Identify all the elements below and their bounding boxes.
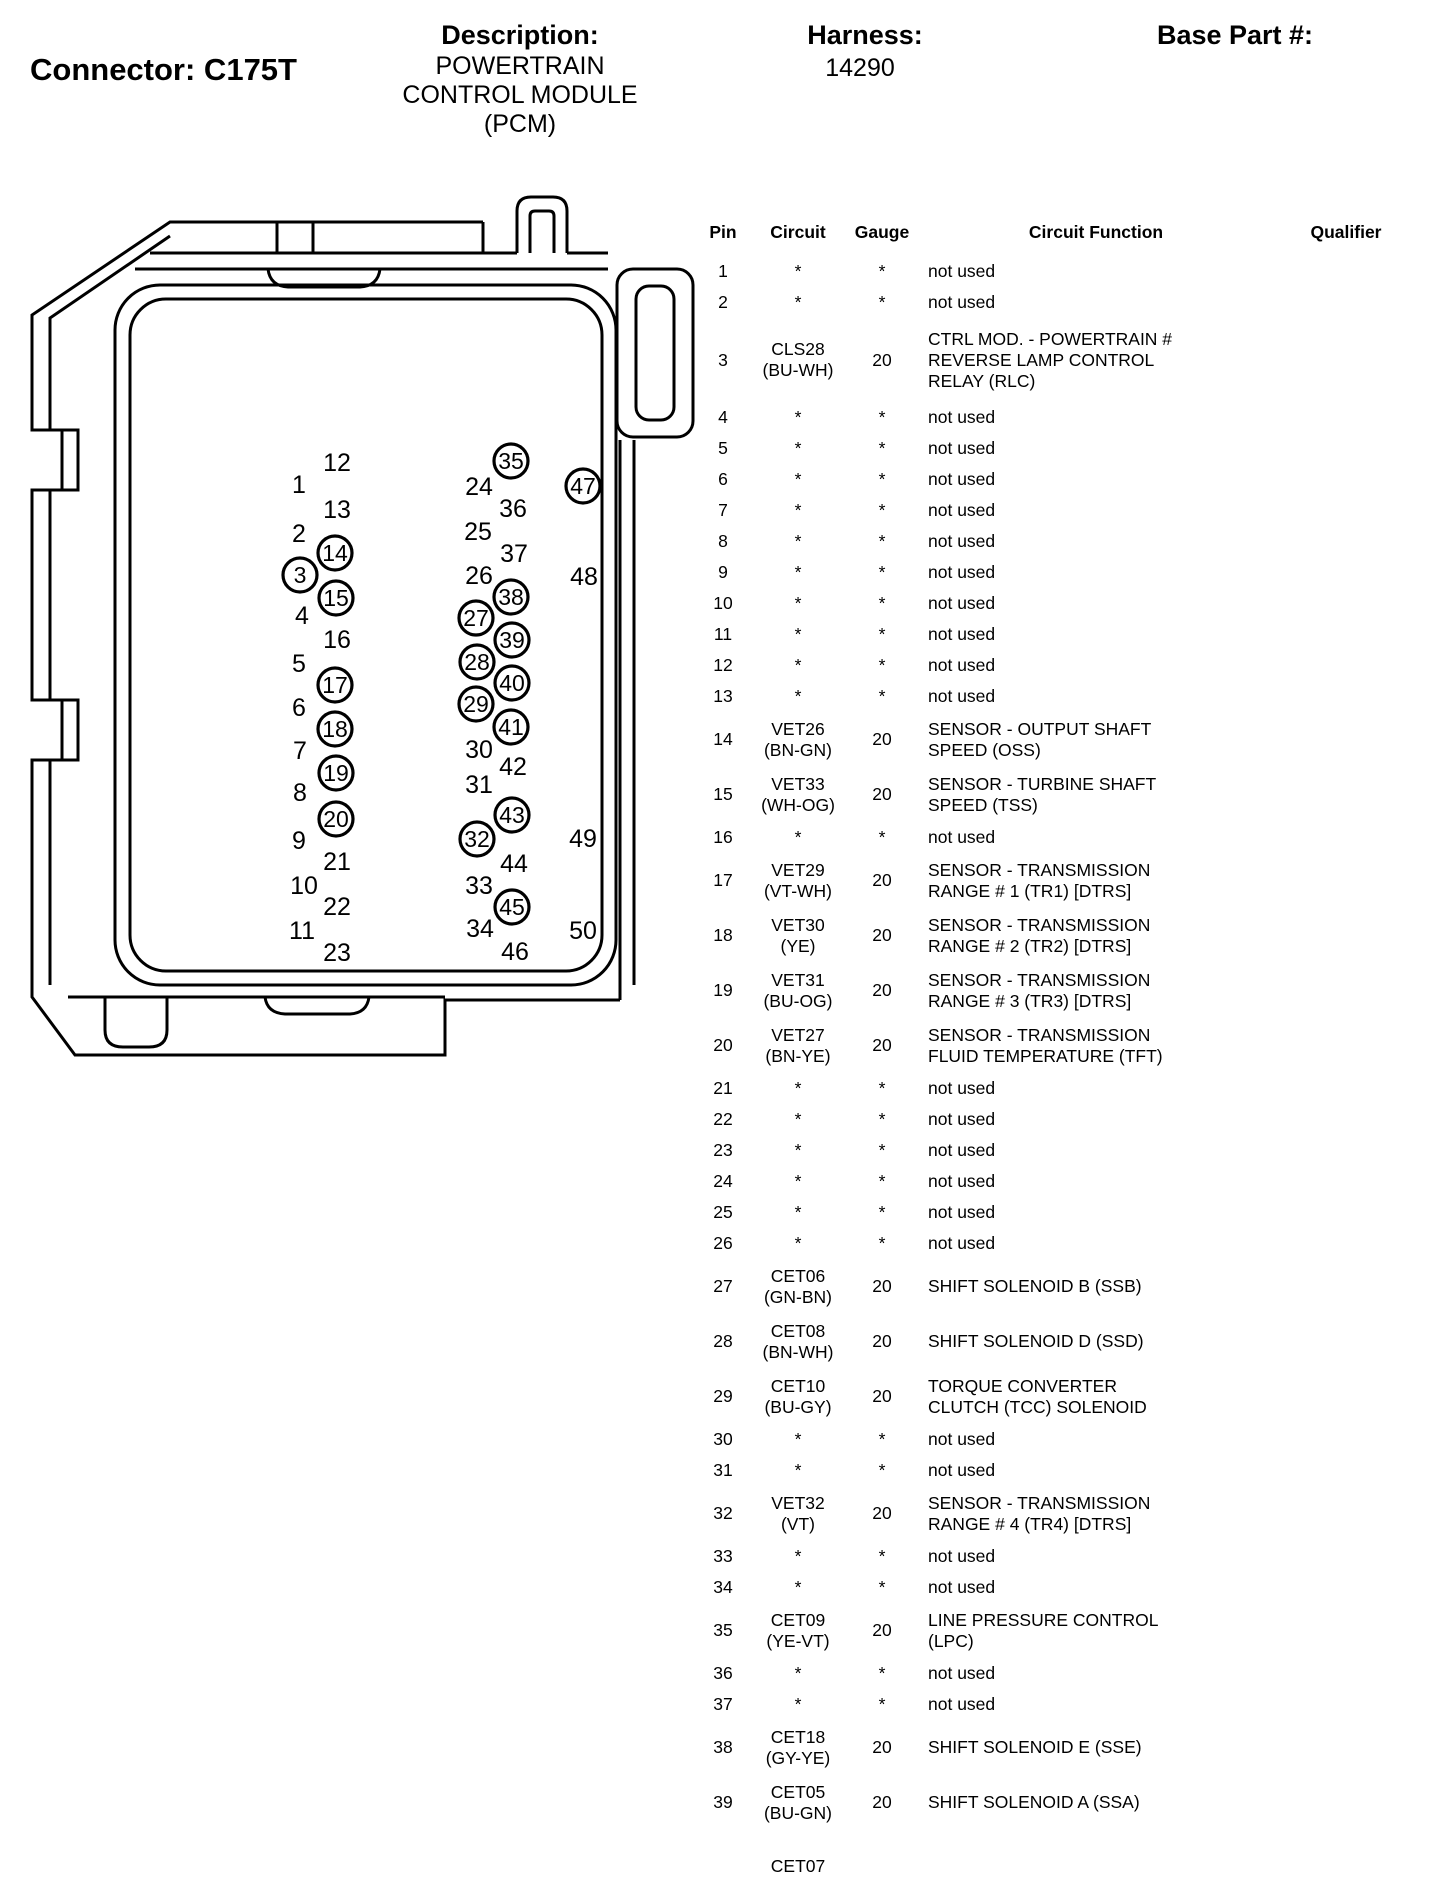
circuit-cell: * [794, 407, 802, 427]
pin-number: 22 [323, 893, 351, 921]
gauge-cell: * [878, 292, 886, 312]
circuit-function-cell: SHIFT SOLENOID D (SSD) [928, 1331, 1144, 1351]
circuit-cell: VET33 (WH-OG) [761, 773, 835, 815]
pin-number: 15 [323, 585, 349, 611]
table-row [688, 1658, 1440, 1689]
pin-number: 26 [465, 562, 493, 590]
table-row [688, 767, 1440, 822]
circuit-function-cell: not used [928, 827, 996, 847]
pin-number: 29 [463, 691, 489, 717]
circuit-cell: * [794, 531, 802, 551]
circuit-function-cell: SENSOR - TRANSMISSION FLUID TEMPERATURE (TFT) [928, 1024, 1163, 1066]
circuit-cell: * [794, 438, 802, 458]
circuit-function-cell: not used [928, 500, 996, 520]
circuit-cell: * [794, 1460, 802, 1480]
circuit-cell: * [794, 1109, 802, 1129]
gauge-cell: * [878, 562, 886, 582]
gauge-cell: * [878, 1663, 886, 1683]
gauge-cell: 20 [872, 870, 892, 890]
circuit-function-cell: SENSOR - TRANSMISSION RANGE # 3 (TR3) [DTRS] [928, 969, 1151, 1011]
gauge-cell: 20 [872, 1331, 892, 1351]
table-row [688, 1455, 1440, 1486]
circuit-cell: * [794, 1663, 802, 1683]
circuit-cell: * [794, 1171, 802, 1191]
pin-number: 44 [500, 850, 528, 878]
pin-number: 11 [289, 917, 315, 945]
gauge-cell: * [878, 1694, 886, 1714]
pin-cell: 31 [713, 1460, 733, 1480]
pin-cell: 9 [718, 562, 728, 582]
circuit-function-cell: not used [928, 438, 996, 458]
circuit-function-cell: TORQUE CONVERTER CLUTCH (TCC) SOLENOID [928, 1375, 1147, 1417]
pin-number: 49 [569, 825, 597, 853]
pin-cell: 25 [713, 1202, 733, 1222]
gauge-cell: * [878, 655, 886, 675]
pin-cell: 32 [713, 1503, 733, 1523]
circuit-cell: * [794, 593, 802, 613]
circuit-function-cell: not used [928, 1233, 996, 1253]
circuit-cell: VET30 (YE) [771, 914, 825, 956]
qualifier-cell [1266, 1830, 1426, 1856]
gauge-cell: * [878, 469, 886, 489]
pin-cavity-inner [130, 299, 602, 971]
circuit-cell: * [794, 261, 802, 281]
gauge-cell: * [878, 1460, 886, 1480]
circuit-cell: * [794, 1577, 802, 1597]
pin-number: 25 [464, 518, 492, 546]
table-row [688, 619, 1440, 650]
gauge-cell: * [878, 1577, 886, 1597]
table-row [688, 1572, 1440, 1603]
pin-cell: 34 [713, 1577, 733, 1597]
circuit-function-cell: not used [928, 1694, 996, 1714]
table-rows [688, 256, 1440, 1885]
pin-number: 14 [322, 540, 348, 566]
pin-cell: 15 [713, 784, 733, 804]
table-row [688, 1073, 1440, 1104]
gauge-cell: * [878, 827, 886, 847]
pin-cell: 23 [713, 1140, 733, 1160]
table-row [688, 853, 1440, 908]
circuit-function-cell: not used [928, 469, 996, 489]
circuit-cell: VET29 (VT-WH) [763, 859, 833, 901]
table-row [688, 287, 1440, 318]
pin-number: 12 [323, 449, 351, 477]
table-row [688, 1259, 1440, 1314]
table-row [688, 1369, 1440, 1424]
circuit-cell: * [794, 1202, 802, 1222]
description-line-3: (PCM) [483, 110, 557, 138]
pin-cell: 33 [713, 1546, 733, 1566]
gauge-cell: 20 [872, 1737, 892, 1757]
pin-number: 45 [499, 894, 525, 920]
table-row [688, 908, 1440, 963]
pin-cell: 8 [718, 531, 728, 551]
connector-bottom-tab [105, 997, 167, 1047]
table-row [688, 1486, 1440, 1541]
circuit-function-cell: SENSOR - TRANSMISSION RANGE # 4 (TR4) [DTRS] [928, 1492, 1151, 1534]
circuit-cell: VET32 (VT) [771, 1492, 825, 1534]
pin-cell: 13 [713, 686, 733, 706]
gauge-cell: 20 [872, 1792, 892, 1812]
column-header-gauge: Gauge [854, 222, 910, 242]
circuit-function-cell: not used [928, 686, 996, 706]
pin-number: 6 [292, 694, 306, 722]
connector-top-tab [517, 197, 567, 253]
pin-cell: 39 [713, 1792, 733, 1812]
circuit-function-cell: not used [928, 1663, 996, 1683]
table-row [688, 1720, 1440, 1775]
gauge-cell: 20 [872, 1503, 892, 1523]
table-header-row [688, 222, 1440, 256]
circuit-function-cell: not used [928, 407, 996, 427]
pin-number: 9 [292, 827, 306, 855]
circuit-function-cell: SENSOR - TURBINE SHAFT SPEED (TSS) [928, 773, 1157, 815]
table-row [688, 650, 1440, 681]
gauge-cell: * [878, 1171, 886, 1191]
table-row [688, 433, 1440, 464]
table-row [688, 402, 1440, 433]
circuit-function-cell: not used [928, 1202, 996, 1222]
circuit-function-cell: SHIFT SOLENOID A (SSA) [928, 1792, 1140, 1812]
circuit-function-cell: SENSOR - OUTPUT SHAFT SPEED (OSS) [928, 718, 1152, 760]
pin-number: 16 [323, 626, 351, 654]
circuit-cell: CET10 (BU-GY) [764, 1375, 832, 1417]
circuit-function-cell: not used [928, 1109, 996, 1129]
circuit-cell: * [794, 1429, 802, 1449]
gauge-cell: * [878, 438, 886, 458]
pin-cell: 29 [713, 1386, 733, 1406]
gauge-cell: 20 [872, 980, 892, 1000]
circuit-function-cell: not used [928, 1171, 996, 1191]
gauge-cell: 20 [872, 1035, 892, 1055]
pin-cell: 2 [718, 292, 728, 312]
circuit-cell: * [794, 655, 802, 675]
pin-cell: 28 [713, 1331, 733, 1351]
table-row [688, 1228, 1440, 1259]
description-line-2: CONTROL MODULE [402, 81, 638, 109]
gauge-cell: 20 [872, 1276, 892, 1296]
pin-cell: 3 [718, 349, 728, 370]
circuit-cell: * [794, 562, 802, 582]
table-row-partial [688, 1830, 1440, 1885]
pin-number: 43 [499, 802, 525, 828]
circuit-function-cell: not used [928, 1140, 996, 1160]
gauge-cell: 20 [872, 925, 892, 945]
gauge-cell: * [878, 1202, 886, 1222]
column-header-circuit: Circuit [770, 222, 826, 242]
pin-cell: 7 [718, 500, 728, 520]
circuit-function-cell: not used [928, 1460, 996, 1480]
pin-cell: 18 [713, 925, 733, 945]
gauge-cell: * [878, 624, 886, 644]
gauge-cell: * [878, 593, 886, 613]
gauge-cell: 20 [872, 729, 892, 749]
description-label: Description: [441, 20, 599, 50]
pin-number: 23 [323, 939, 351, 967]
pin-cell: 12 [713, 655, 733, 675]
pin-number: 46 [501, 938, 529, 966]
harness-label: Harness: [807, 20, 923, 50]
description-line-1: POWERTRAIN [435, 52, 605, 80]
circuit-cell: CET06 (GN-BN) [763, 1265, 833, 1307]
circuit-cell: * [794, 827, 802, 847]
pin-number: 47 [570, 473, 596, 499]
circuit-function-cell: SENSOR - TRANSMISSION RANGE # 1 (TR1) [DTRS] [928, 859, 1151, 901]
gauge-cell: * [878, 1546, 886, 1566]
circuit-function-cell: not used [928, 1078, 996, 1098]
pin-number: 40 [499, 670, 525, 696]
gauge-cell: * [878, 1109, 886, 1129]
pin-number: 34 [466, 915, 494, 943]
circuit-cell: VET27 (BN-YE) [765, 1024, 831, 1066]
gauge-cell: 20 [872, 1386, 892, 1406]
pin-number: 41 [498, 714, 524, 740]
circuit-cell: CET18 (GY-YE) [765, 1726, 831, 1768]
pin-number: 4 [295, 602, 309, 630]
pin-cell: 26 [713, 1233, 733, 1253]
table-row [688, 464, 1440, 495]
pin-number: 7 [293, 737, 307, 765]
circuit-cell: VET26 (BN-GN) [763, 718, 833, 760]
table-row [688, 588, 1440, 619]
pin-number: 31 [465, 771, 493, 799]
pin-cell: 19 [713, 980, 733, 1000]
table-row [688, 318, 1440, 402]
pin-table [688, 222, 1440, 1885]
circuit-function-cell: not used [928, 624, 996, 644]
circuit-cell: CET08 (BN-WH) [762, 1320, 834, 1362]
pin-number: 38 [498, 584, 524, 610]
pin-number: 20 [323, 806, 349, 832]
pin-cell: 6 [718, 469, 728, 489]
circuit-function-cell: not used [928, 593, 996, 613]
pin-number: 30 [465, 736, 493, 764]
circuit-cell: * [794, 469, 802, 489]
pin-cell: 1 [718, 261, 728, 281]
pin-cell: 21 [713, 1078, 733, 1098]
pin-cavity-outer [115, 285, 616, 985]
pin-number: 36 [499, 495, 527, 523]
pin-number: 5 [292, 650, 306, 678]
pin-cell: 35 [713, 1620, 733, 1640]
pin-cell: 24 [713, 1171, 733, 1191]
column-header-pin: Pin [709, 222, 737, 242]
pin-cell [688, 1830, 758, 1856]
circuit-cell: * [794, 624, 802, 644]
pin-cell: 14 [713, 729, 733, 749]
circuit-function-cell: SENSOR - TRANSMISSION RANGE # 2 (TR2) [DTRS] [928, 914, 1151, 956]
circuit-function-cell: not used [928, 261, 996, 281]
pin-number: 19 [323, 760, 349, 786]
pin-number: 17 [322, 672, 348, 698]
table-row [688, 1197, 1440, 1228]
connector-bottom-bump [265, 997, 369, 1014]
table-row [688, 526, 1440, 557]
pin-cell: 22 [713, 1109, 733, 1129]
pin-number: 28 [464, 649, 490, 675]
table-row [688, 963, 1440, 1018]
circuit-function-cell: SHIFT SOLENOID E (SSE) [928, 1737, 1142, 1757]
pin-cell: 11 [713, 624, 733, 644]
harness-value: 14290 [825, 54, 895, 82]
pin-layer [283, 444, 600, 967]
pin-number: 2 [292, 520, 306, 548]
column-header-qualifier: Qualifier [1310, 222, 1382, 242]
pin-number: 27 [463, 605, 489, 631]
circuit-function-cell: not used [928, 562, 996, 582]
circuit-function-cell [926, 1830, 1266, 1856]
connector-right-wall [620, 440, 634, 1000]
circuit-cell: * [794, 1140, 802, 1160]
circuit-cell: CET07 [770, 1856, 826, 1876]
pin-cell: 37 [713, 1694, 733, 1714]
pin-number: 42 [499, 753, 527, 781]
pin-number: 18 [322, 716, 348, 742]
pin-number: 24 [465, 473, 493, 501]
pin-cell: 36 [713, 1663, 733, 1683]
pin-cell: 5 [718, 438, 728, 458]
gauge-cell: * [878, 1429, 886, 1449]
table-row [688, 557, 1440, 588]
pin-cell: 27 [713, 1276, 733, 1296]
description-value [360, 52, 680, 139]
table-row [688, 1603, 1440, 1658]
circuit-cell: CET05 (BU-GN) [763, 1781, 833, 1823]
pin-number: 35 [498, 448, 524, 474]
pin-number: 21 [323, 848, 351, 876]
circuit-cell: * [794, 292, 802, 312]
gauge-cell: * [878, 407, 886, 427]
circuit-function-cell: not used [928, 531, 996, 551]
circuit-cell: VET31 (BU-OG) [763, 969, 833, 1011]
gauge-cell: * [878, 261, 886, 281]
gauge-cell: 20 [872, 1620, 892, 1640]
gauge-cell: * [878, 531, 886, 551]
gauge-cell [838, 1830, 926, 1856]
circuit-cell: * [794, 686, 802, 706]
pin-cell: 20 [713, 1035, 733, 1055]
base-part-label: Base Part #: [1156, 20, 1314, 50]
table-row [688, 495, 1440, 526]
pin-number: 10 [290, 872, 318, 900]
circuit-cell: * [794, 1078, 802, 1098]
table-row [688, 1424, 1440, 1455]
circuit-cell: CET09 (YE-VT) [766, 1609, 830, 1651]
connector-top-tab-slot [530, 211, 554, 253]
gauge-cell: 20 [872, 349, 892, 370]
pin-number: 1 [292, 471, 306, 499]
connector-diagram [20, 185, 720, 1085]
circuit-function-cell: not used [928, 1546, 996, 1566]
circuit-function-cell: CTRL MOD. - POWERTRAIN # REVERSE LAMP CONTROL RELAY (RLC) [928, 328, 1173, 391]
pin-number: 8 [293, 779, 307, 807]
table-row [688, 256, 1440, 287]
connector-right-tab [617, 269, 693, 437]
gauge-cell: * [878, 1078, 886, 1098]
pin-number: 32 [464, 826, 490, 852]
gauge-cell: * [878, 686, 886, 706]
pin-number: 37 [500, 540, 528, 568]
column-header-circuit-function: Circuit Function [1028, 222, 1164, 242]
table-row [688, 1018, 1440, 1073]
circuit-function-cell: not used [928, 1577, 996, 1597]
pin-cell: 16 [713, 827, 733, 847]
gauge-cell: * [878, 1140, 886, 1160]
circuit-cell: * [794, 1546, 802, 1566]
pin-number: 3 [293, 562, 307, 588]
circuit-function-cell: SHIFT SOLENOID B (SSB) [928, 1276, 1142, 1296]
pin-cell: 17 [713, 870, 733, 890]
table-row [688, 1104, 1440, 1135]
gauge-cell: * [878, 500, 886, 520]
pin-number: 48 [570, 563, 598, 591]
pin-cell: 38 [713, 1737, 733, 1757]
circuit-function-cell: not used [928, 655, 996, 675]
table-row [688, 1166, 1440, 1197]
table-row [688, 822, 1440, 853]
table-row [688, 1689, 1440, 1720]
circuit-function-cell: LINE PRESSURE CONTROL (LPC) [928, 1609, 1159, 1651]
connector-inner-wall [50, 236, 170, 985]
pin-number: 13 [323, 496, 351, 524]
table-row [688, 681, 1440, 712]
pin-cell: 30 [713, 1429, 733, 1449]
table-row [688, 1314, 1440, 1369]
table-row [688, 712, 1440, 767]
table-row [688, 1541, 1440, 1572]
gauge-cell: * [878, 1233, 886, 1253]
circuit-cell: CLS28 (BU-WH) [762, 339, 834, 380]
connector-top-ticks [277, 222, 313, 253]
pin-number: 39 [499, 627, 525, 653]
pin-number: 33 [465, 872, 493, 900]
pin-cell: 10 [713, 593, 733, 613]
circuit-function-cell: not used [928, 292, 996, 312]
circuit-cell: * [794, 1233, 802, 1253]
circuit-function-cell: not used [928, 1429, 996, 1449]
table-row [688, 1775, 1440, 1830]
pin-cell: 4 [718, 407, 728, 427]
connector-right-tab-slot [636, 286, 674, 420]
pin-number: 50 [569, 917, 597, 945]
connector-title: Connector: C175T [30, 52, 297, 87]
circuit-cell: * [794, 1694, 802, 1714]
gauge-cell: 20 [872, 784, 892, 804]
table-row [688, 1135, 1440, 1166]
circuit-cell: * [794, 500, 802, 520]
